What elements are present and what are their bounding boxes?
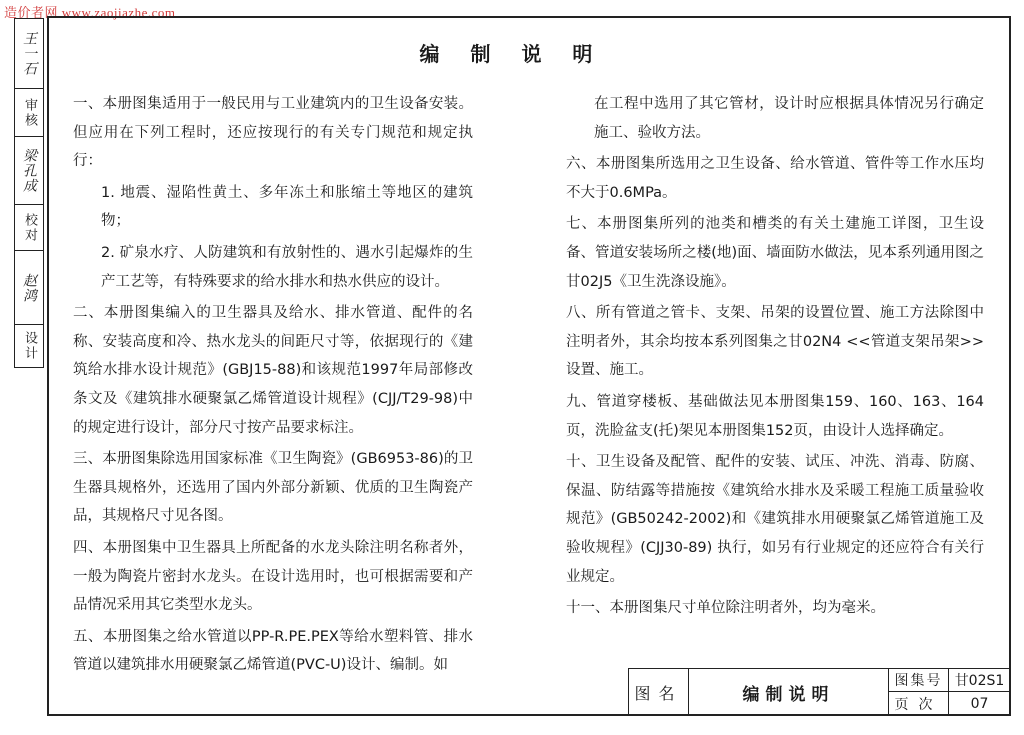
signature-strip [14,18,44,368]
title-block [628,668,1011,716]
note-item: 七、本册图集所列的池类和槽类的有关土建施工详图，卫生设备、管道安装场所之楼(地)面、墙面防水做法，见本系列通用图之甘02J5《卫生洗涤设施》。 [566,216,984,290]
atlas-number-label: 图集号 [889,669,949,692]
note-item: 十一、本册图集尺寸单位除注明者外，均为毫米。 [566,600,885,617]
signature-name: 王一石 [21,31,37,76]
note-continuation: 在工程中选用了其它管材，设计时应根据具体情况另行确定施工、验收方法。 [594,96,984,141]
note-item: 四、本册图集中卫生器具上所配备的水龙头除注明名称者外，一般为陶瓷片密封水龙头。在设计选用时，也可根据需要和产品情况采用其它类型水龙头。 [73,539,473,614]
note-item: 五、本册图集之给水管道以PP-R.PE.PEX等给水塑料管、排水管道以建筑排水用硬聚氯乙烯管道(PVC-U)设计、编制。如 [73,628,473,674]
page-number-value: 07 [970,695,989,712]
note-item: 一、本册图集适用于一般民用与工业建筑内的卫生设备安装。但应用在下列工程时，还应按现行的有关专门规范和规定执行： [73,96,473,170]
atlas-number-value: 甘02S1 [949,669,1010,692]
signature-label: 审核 [22,97,37,128]
right-column [566,90,984,626]
signature-label: 校对 [22,212,37,243]
signature-cell [15,205,43,251]
signature-cell [15,137,43,205]
note-item: 十、卫生设备及配管、配件的安装、试压、冲洗、消毒、防腐、保温、防结露等措施按《建筑给水排水及采暖工程施工质量验收规范》(GB50242-2002)和《建筑排水用硬聚氯乙烯管道施工及验收规程》(CJJ30-89) 执行，如另有行业规定的还应符合有关行业规定。 [566,454,984,585]
drawing-name-value: 编制说明 [689,669,889,715]
signature-cell [15,89,43,137]
signature-name: 赵鸿 [21,272,37,303]
left-column [73,90,473,683]
signature-label: 设计 [22,330,37,361]
note-subitem: 1. 地震、湿陷性黄土、多年冻土和胀缩土等地区的建筑物； [101,184,473,230]
watermark: 造价者网 www.zaojiazhe.com [4,5,176,20]
signature-cell [15,325,43,366]
note-item: 六、本册图集所选用之卫生设备、给水管道、管件等工作水压均不大于0.6MPa。 [566,156,984,201]
note-item: 三、本册图集除选用国家标准《卫生陶瓷》(GB6953-86)的卫生器具规格外，还选用了国内外部分新颖、优质的卫生陶瓷产品，其规格尺寸见各图。 [73,451,473,525]
drawing-name-label: 图名 [629,669,689,715]
signature-cell [15,251,43,325]
signature-name: 梁孔成 [21,148,37,193]
note-item: 二、本册图集编入的卫生器具及给水、排水管道、配件的名称、安装高度和冷、热水龙头的间距尺寸等，依据现行的《建筑给水排水设计规范》(GBJ15-88)和该规范1997年局部修改条文及《建筑排水硬聚氯乙烯管道设计规程》(CJJ/T29-98)中的规定进行设计，部分尺寸按产品要求标注。 [73,305,473,436]
page-number-label: 页次 [889,692,949,715]
note-item: 九、管道穿楼板、基础做法见本册图集159、160、163、164页，洗脸盆支(托)架见本册图集152页，由设计人选择确定。 [566,393,984,439]
note-item: 八、所有管道之管卡、支架、吊架的设置位置、施工方法除图中注明者外，其余均按本系列图集之甘02N4 <<管道支架吊架>>设置、施工。 [566,305,984,379]
note-subitem: 2. 矿泉水疗、人防建筑和有放射性的、遇水引起爆炸的生产工艺等，有特殊要求的给水排水和热水供应的设计。 [101,244,473,290]
page-title: 编 制 说 明 [419,42,605,66]
